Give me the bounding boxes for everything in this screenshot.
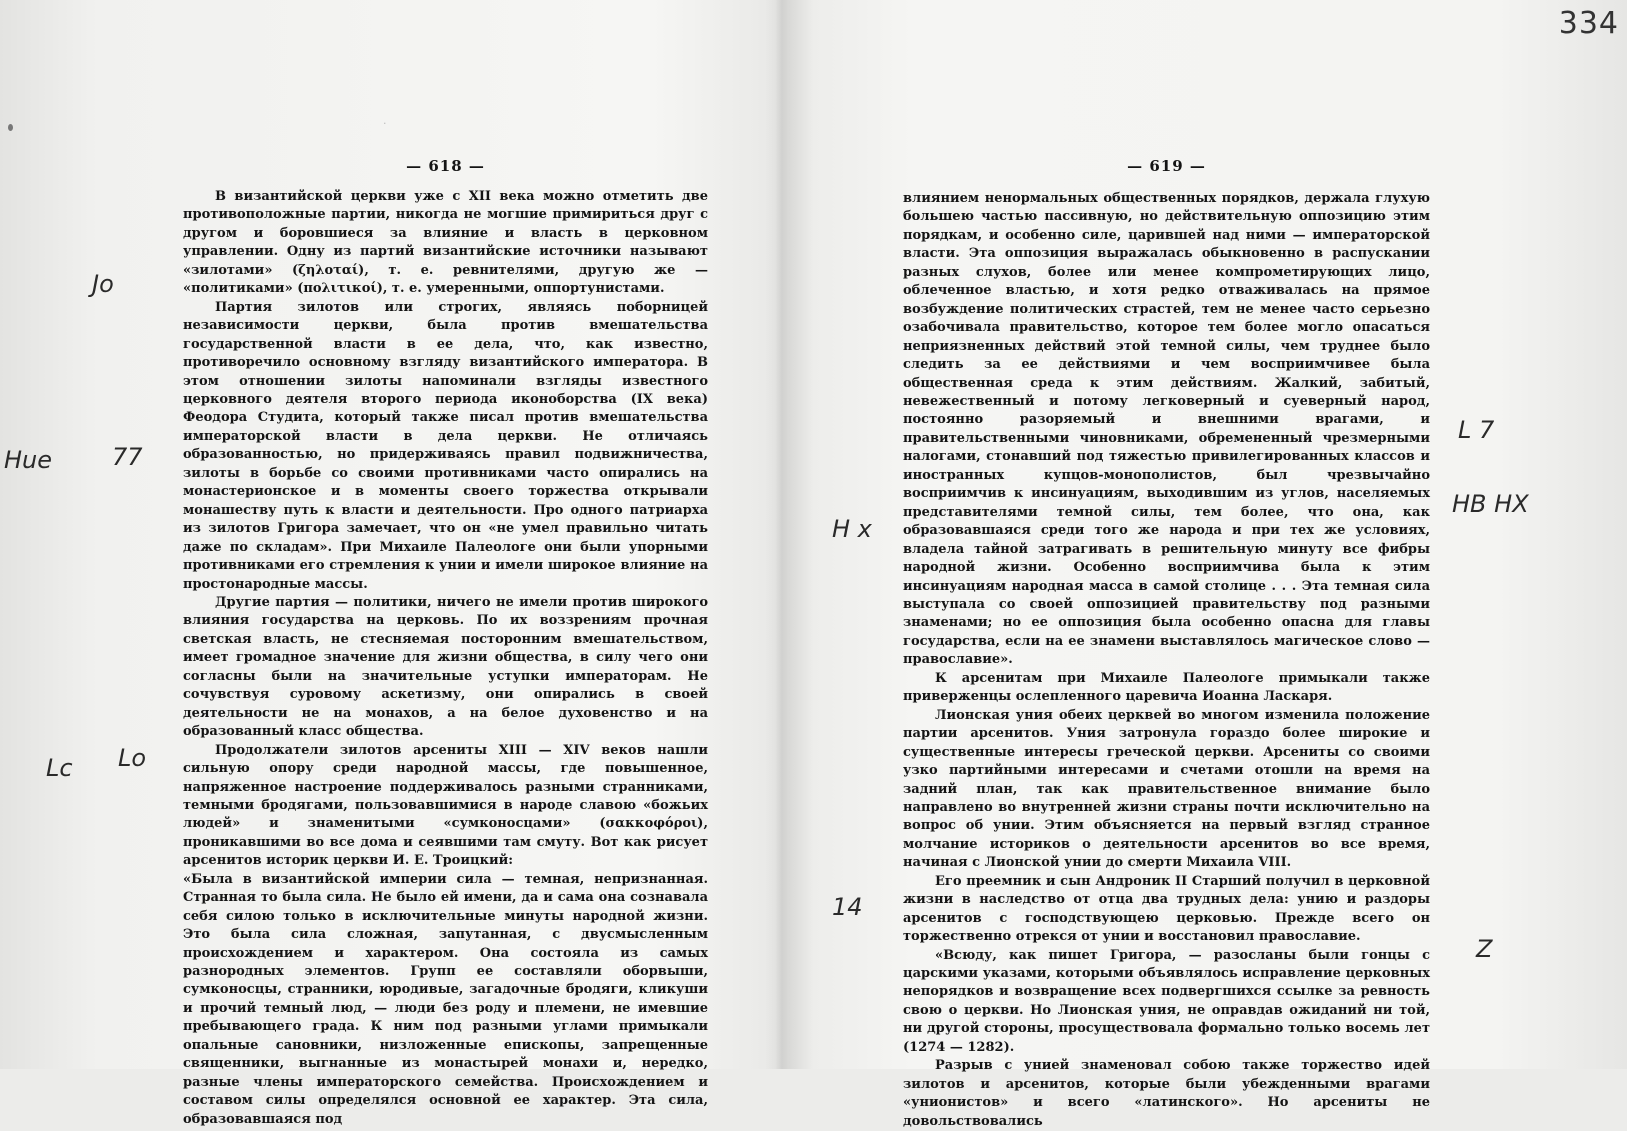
paragraph: Его преемник и сын Андроник II Старший получил в церковной жизни в наследство от отца два трудных дела: унию и раздоры арсенитов с господствующею церковью. Прежде всего он торжественно отрекся от унии и восстановил православие. bbox=[903, 873, 1430, 945]
paragraph: «Всюду, как пишет Григора, — разосланы были гонцы с царскими указами, которыми объявлялось исправление церковных непорядков и возвращение всех подвергшихся ссылке за ревность свою о церкви. Но Лионская уния, не оправдав ожиданий ни той, ни другой стороны, просуществовала формально только восемь лет (1274 — 1282). bbox=[903, 947, 1430, 1055]
scan-speck bbox=[8, 124, 13, 131]
paragraph: «Была в византийской империи сила — темная, непризнанная. Странная то была сила. Не было ей имени, да и сама она сознавала себя силою только в исключительные минуты народной жизни. Это была сила сложная, запутанная, с двусмысленным происхождением и характером. Она состояла из самых разнородных элементов. Групп ее составляли оборвыши, сумконосцы, странники, юродивые, загадочные бродяги, кликуши и прочий темный люд, — люди без роду и племени, не имевшие пребывающего града. К ним под разными углами примыкали опальные сановники, низложенные епископы, запрещенные священники, выгнанные из монастырей монахи и, нередко, разные члены императорского семейства. Происхождением и составом силы определялся основной ее характер. Эта сила, образовавшаяся под bbox=[183, 871, 708, 1127]
paragraph: Лионская уния обеих церквей во многом изменила положение партии арсенитов. Уния затронула гораздо более широкие и существенные интересы греческой церкви. Арсениты со своими узко партийными интересами и счетами отошли на время на задний план, так как правительственное внимание было направлено во внутренней жизни страны почти исключительно на вопрос об унии. Этим объясняется на первый взгляд странное молчание историков о деятельности арсенитов во все время, начиная с Лионской унии до смерти Михаила VIII. bbox=[903, 707, 1430, 871]
paragraph: Разрыв с унией знаменовал собою также торжество идей зилотов и арсенитов, которые были убежденными врагами «унионистов» и всего «латинского». Но арсениты не довольствовались bbox=[903, 1058, 1430, 1129]
left-page-text bbox=[183, 188, 708, 1129]
page-number: — 618 — bbox=[406, 157, 485, 175]
margin-note: Hue bbox=[4, 446, 53, 474]
paragraph: Партия зилотов или строгих, являясь поборницей независимости церкви, была против вмешательства государственной власти в ее дела, что, как известно, противоречило основному взгляду византийского императора. В этом отношении зилоты напоминали взгляды известного церковного деятеля второго периода иконоборства (IX века) Феодора Студита, который также писал против вмешательства императорской власти в дела церкви. Не отличаясь образованностью, но придерживаясь правил подвижничества, зилоты в борьбе со своими противниками часто опирались на монастерионское и в моменты своего торжества открывали монашеству путь к власти и деятельности. Про одного патриарха из зилотов Григора замечает, что он «не умел правильно читать даже по складам». При Михаиле Палеологе они были упорными противниками его стремления к унии и имели широкое влияние на простонародные массы. bbox=[183, 299, 708, 592]
paragraph: влиянием ненормальных общественных порядков, держала глухую большею частью пассивную, но действительную оппозицию этим порядкам, и особенно силе, царившей над ними — императорской власти. Эта оппозиция выражалась обыкновенно в распускании разных слухов, более или менее компрометирующих лицо, облеченное властью, и хотя редко отваживалась на прямое возбуждение политических страстей, тем не менее часто серьезно озабочивала правительство, которое тем более могло опасаться неприязненных действий этой темной силы, чем труднее было следить за ее действиями и чем восприимчивее была общественная среда к этим действиям. Жалкий, забитый, невежественный и потому легковерный и суеверный народ, постоянно разоряемый и внешними врагами, и правительственными чиновниками, обремененный чрезмерными налогами, стонавший под тяжестью привилегированных классов и иностранных купцов-монополистов, был чрезвычайно восприимчив к инсинуациям, выходившим из углов, населяемых представителями темной силы, тем более, что она, как образовавшаяся среди того же народа и при тех же условиях, владела тайной затрагивать в решительную минуту все фибры народной жизни. Особенно восприимчива была к этим инсинуациям народная масса в самой столице . . . Эта темная сила выступала со своей оппозицией правительству под разными знаменами; но ее оппозиция была особенно опасна для главы государства, если на ее знамени выставлялось магическое слово — православие». bbox=[903, 191, 1430, 668]
margin-note: Lc bbox=[46, 754, 73, 782]
paragraph: В византийской церкви уже с XII века можно отметить две противоположные партии, никогда не могшие примириться друг с другом и боровшиеся за влияние и власть в церковном управлении. Одну из партий византийские источники называют «зилотами» (ζηλοταί), т. е. ревнителями, другую же — «политиками» (πολιτικοί), т. е. умеренными, оппортунистами. bbox=[183, 189, 708, 297]
page-fold bbox=[775, 0, 789, 1069]
margin-note: Jo bbox=[92, 270, 114, 298]
margin-note: Z bbox=[1476, 935, 1493, 963]
archive-number: 334 bbox=[1558, 6, 1619, 41]
left-page bbox=[183, 0, 708, 1127]
paragraph: Другие партия — политики, ничего не имели против широкого влияния государства на церковь. По их воззрениям прочная светская власть, не стесняемая посторонним вмешательством, имеет громадное значение для жизни общества, в силу чего они согласны были на значительные уступки императорам. Не сочувствуя суровому аскетизму, они опирались в своей деятельности не на монахов, а на белое духовенство и на образованный класс общества. bbox=[183, 594, 708, 740]
margin-note: H x bbox=[832, 515, 872, 543]
paragraph: Продолжатели зилотов арсениты XIII — XIV веков нашли сильную опору среди народной массы, где повышенное, напряженное настроение поддерживалось разными странниками, темными бродягами, пользовавшимися в народе славою «божьих людей» и знаменитыми «сумконосцами» (σακκοφόροι), проникавшими во все дома и сеявшими там смуту. Вот как рисует арсенитов историк церкви И. Е. Троицкий: bbox=[183, 742, 708, 869]
page-number: — 619 — bbox=[1127, 157, 1206, 175]
margin-note: HB HX bbox=[1452, 490, 1529, 518]
margin-note: L 7 bbox=[1458, 416, 1495, 444]
paragraph: К арсенитам при Михаиле Палеологе примыкали также приверженцы ослепленного царевича Иоанна Ласкаря. bbox=[903, 670, 1430, 705]
bleed-through-mark: · bbox=[383, 117, 387, 130]
margin-note: 14 bbox=[832, 893, 863, 921]
right-page-text bbox=[903, 190, 1430, 1131]
right-page bbox=[903, 0, 1430, 1129]
margin-note: 77 bbox=[112, 443, 143, 471]
margin-note: Lo bbox=[118, 744, 147, 772]
